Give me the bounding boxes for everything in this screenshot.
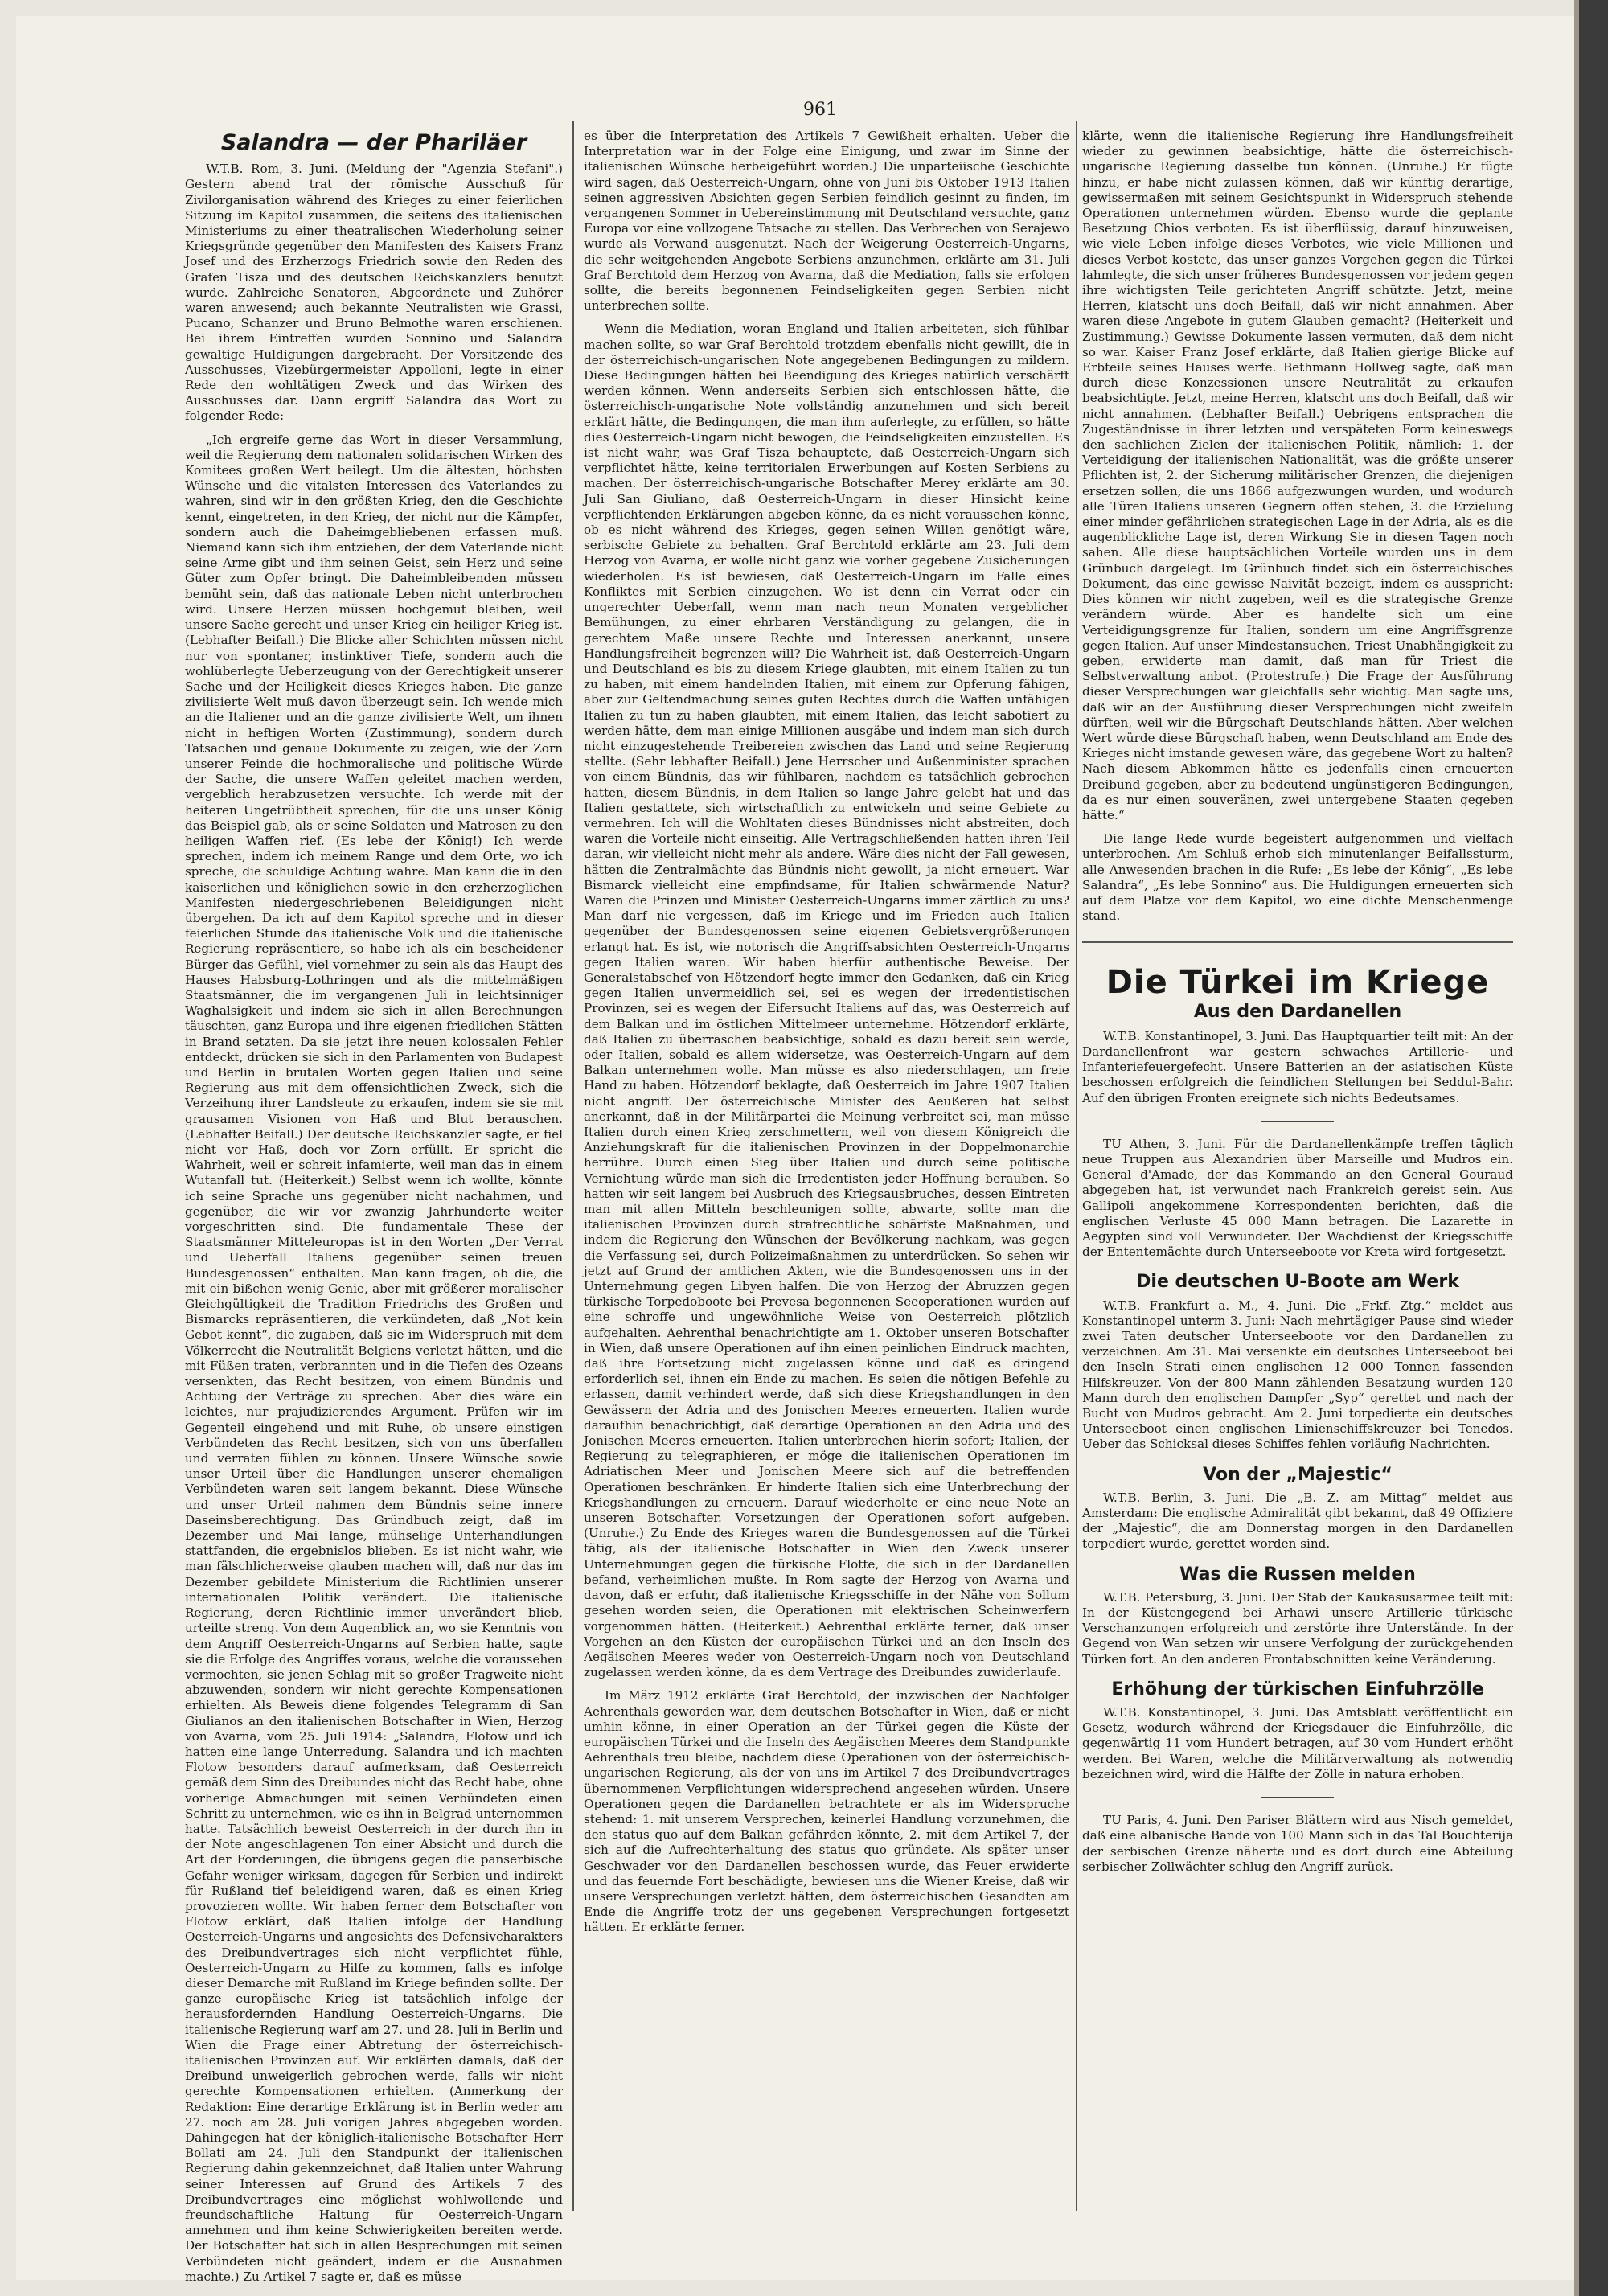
column-2 [584, 129, 1069, 2219]
speech-continued-1: es über die Interpretation des Artikels 7 Gewißheit erhalten. Ueber die Interpretation war in der Folge eine Einigung, und zwar im Sinne der italienischen Wünsche herbeigeführt worden.) Die unparteiische Geschichte wird sagen, daß Oesterreich-Ungarn, ohne von Juni bis Oktober 1913 Italien seinen aggressiven Absichten gegen Serbien feindlich gesinnt zu finden, im vergangenen Sommer in Uebereinstimmung mit Deutschland versuchte, ganz Europa vor eine vollzogene Tatsache zu stellen. Das Verbrechen von Serajewo wurde als Vorwand ausgenutzt. Nach der Weigerung Oesterreich-Ungarns, die sehr weitgehenden Angebote Serbiens anzunehmen, erklärte am 31. Juli Graf Berchtold dem Herzog von Avarna, daß die Mediation, falls sie erfolgen sollte, die bereits begonnenen Feindseligkeiten gegen Serbien nicht unterbrechen sollte. [584, 129, 1069, 314]
news-paris: TU Paris, 4. Juni. Den Pariser Blättern wird aus Nisch gemeldet, daß eine albanische Bande von 100 Mann sich in das Tal Bouchterija der serbischen Grenze näherte und es dort durch eine Abteilung serbischer Zollwächter schlug den Angriff zurück. [1082, 1813, 1513, 1874]
subhead-majestic: Von der „Majestic“ [1203, 1464, 1393, 1485]
column-rule [1076, 121, 1077, 2211]
column-3 [1082, 129, 1513, 2219]
binding-edge [1579, 0, 1608, 2296]
article-title-salandra: Salandra — der Phariläer [220, 130, 527, 155]
news-zoelle: W.T.B. Konstantinopel, 3. Juni. Das Amtsblatt veröffentlicht ein Gesetz, wodurch während der Kriegsdauer die Einfuhrzölle, die gegenwärtig 11 vom Hundert betragen, auf 30 vom Hundert erhöht werden. Bei Waren, welche die Militärverwaltung als notwendig bezeichnen wird, wird die Hälfte der Zölle in natura erhoben. [1082, 1705, 1513, 1781]
news-uboote: W.T.B. Frankfurt a. M., 4. Juni. Die „Frkf. Ztg.“ meldet aus Konstantinopel unterm 3. Juni: Nach mehrtägiger Pause sind wieder zwei Taten deutscher Unterseeboote vor den Dardanellen zu verzeichnen. Am 31. Mai versenkte ein deutsches Unterseeboot bei den Inseln Strati einen englischen 12 000 Tonnen fassenden Hilfskreuzer. Von der 800 Mann zählenden Besatzung wurden 120 Mann durch den englischen Dampfer „Syp“ gerettet und nach der Bucht von Mudros gebracht. Am 2. Juni torpedierte ein deutsches Unterseeboot einen englischen Linienschiffskreuzer bei Tenedos. Ueber das Schicksal dieses Schiffes fehlen vorläufig Nachrichten. [1082, 1298, 1513, 1452]
page-number: 961 [803, 100, 837, 120]
subhead-dardanellen: Aus den Dardanellen [1193, 1001, 1402, 1022]
news-dardanellen: W.T.B. Konstantinopel, 3. Juni. Das Hauptquartier teilt mit: An der Dardanellenfront war gestern schwaches Artillerie- und Infanteriefeuergefecht. Unsere Batterien an der asiatischen Küste beschossen erfolgreich die feindlichen Stellungen bei Seddul-Bahr. Auf den übrigen Fronten ereignete sich nichts Bedeutsames. [1082, 1028, 1513, 1105]
article-dateline: W.T.B. Rom, 3. Juni. (Meldung der "Agenzia Stefani".) Gestern abend trat der römische Ausschuß für Zivilorganisation während des Krieges zu einer feierlichen Sitzung im Kapitol zusammen, die seitens des italienischen Ministeriums zu einer theatralischen Wiederholung seiner Kriegsgründe gegenüber den Manifesten des Kaisers Franz Josef und des Erzherzogs Friedrich sowie den Reden des Grafen Tisza und des deutschen Reichskanzlers benutzt wurde. Zahlreiche Senatoren, Abgeordnete und Zuhörer waren anwesend; auch bekannte Neutralisten wie Grassi, Pucano, Schanzer und Bruno Belmothe waren erschienen. Bei ihrem Eintreffen wurden Sonnino und Salandra gewaltige Huldigungen dargebracht. Der Vorsitzende des Ausschusses, Vizebürgermeister Appolloni, legte in einer Rede den wohltätigen Zweck und das Wirken des Ausschusses dar. Dann ergriff Salandra das Wort zu folgender Rede: [185, 162, 563, 424]
subhead-russen: Was die Russen melden [1179, 1564, 1416, 1585]
section-divider [1082, 941, 1513, 943]
column-1 [185, 129, 563, 2284]
news-athen: TU Athen, 3. Juni. Für die Dardanellenkämpfe treffen täglich neue Truppen aus Alexandrien über Marseille und Mudros ein. General d'Amade, der das Kommando an den General Gouraud abgegeben hat, ist verwundet nach Frankreich gereist sein. Aus Gallipoli angekommene Korrespondenten berichten, daß die englischen Verluste 45 000 Mann betragen. Die Lazarette in Aegypten sind voll Verwundeter. Der Wachdienst der Kriegsschiffe der Ententemächte durch Unterseeboote vor Kreta wird fortgesetzt. [1082, 1136, 1513, 1260]
speech-continued-2: Wenn die Mediation, woran England und Italien arbeiteten, sich fühlbar machen sollte, so war Graf Berchtold trotzdem ebenfalls nicht gewillt, die in der österreichisch-ungarischen Note angegebenen Bedingungen zu mildern. Diese Bedingungen hätten bei Beendigung des Krieges natürlich verschärft werden können. Wenn anderseits Serbien sich entschlossen hätte, die österreichisch-ungarische Note vollständig anzunehmen und sich bereit erklärt hätte, die Bedingungen, die man ihm auferlegte, zu erfüllen, so hätte dies Oesterreich-Ungarn nicht bewogen, die Feindseligkeiten einzustellen. Es ist nicht wahr, was Graf Tisza behauptete, daß Oesterreich-Ungarn sich verpflichtet hätte, keine territorialen Erwerbungen auf Kosten Serbiens zu machen. Der österreichisch-ungarische Botschafter Merey erklärte am 30. Juli San Giuliano, daß Oesterreich-Ungarn in dieser Hinsicht keine verpflichtenden Erklärungen abgeben könne, da es nicht voraussehen könne, ob es nicht während des Krieges, gegen seinen Willen genötigt wäre, serbische Gebiete zu behalten. Graf Berchtold erklärte am 23. Juli dem Herzog von Avarna, er wolle nicht ganz wie vorher gegebene Zusicherungen wiederholen. Es ist bewiesen, daß Oesterreich-Ungarn im Falle eines Konfliktes mit Serbien einzugehen. Wo ist denn ein Verrat oder ein ungerechter Ueberfall, wenn man nach neun Monaten vergeblicher Bemühungen, zu einer ehrbaren Verständigung zu gelangen, die in gerechtem Maße unsere Rechte und Interessen anerkannt, unsere Handlungsfreiheit begrenzen will? Die Wahrheit ist, daß Oesterreich-Ungarn und Deutschland es bis zu diesem Kriege glaubten, mit einem Italien zu tun zu haben, mit einem handelnden Italien, mit einem zur Opferung fähigen, aber zur Geltendmachung seines guten Rechtes durch die Waffen unfähigen Italien zu tun zu haben glaubten, mit einem Italien, das leicht sabotiert zu werden hätte, dem man einige Millionen ausgäbe und indem man sich durch nicht einzugestehende Treibereien zwischen das Land und seine Regierung stellte. (Sehr lebhafter Beifall.) Jene Herrscher und Außenminister sprachen von einem Bündnis, das wir fühlbaren, nachdem es tatsächlich gebrochen hatten, diesem Bündnis, in dem Italien so lange Jahre gelebt hat und das Italien gestattete, sich wirtschaftlich zu entwickeln und seine Gebiete zu vermehren. Ich will die Wohltaten dieses Bündnisses nicht abstreiten, doch waren die Vorteile nicht einseitig. Alle Vertragschließenden hatten ihren Teil daran, wir vielleicht nicht mehr als andere. Wäre dies nicht der Fall gewesen, hätten die Zentralmächte das Bündnis nicht gewollt, ja nicht erneuert. War Bismarck vielleicht eine empfindsame, für Italien schwärmende Natur? Waren die Prinzen und Minister Oesterreich-Ungarns immer zärtlich zu uns? Man darf nie vergessen, daß im Kriege und im Frieden auch Italien gegenüber der Bundesgenossen seine eigenen Gebietsvergrößerungen erlangt hat. Es ist, wie notorisch die Angriffsabsichten Oesterreich-Ungarns gegen Italien waren. Wir haben hierfür authentische Beweise. Der Generalstabschef von Hötzendorf hegte immer den Gedanken, daß ein Krieg gegen Italien unvermeidlich sei, sei es wegen der irredentistischen Provinzen, sei es wegen der Eifersucht Italiens auf das, was Oesterreich auf dem Balkan und im östlichen Mittelmeer unternehme. Hötzendorf erklärte, daß Italien zu überraschen beabsichtige, sobald es dazu bereit sein werde, oder Italien, sobald es allem widersetze, was Oesterreich-Ungarn auf dem Balkan unternehmen wolle. Man müsse es also niederschlagen, um freie Hand zu haben. Hötzendorf beklagte, daß Oesterreich im Jahre 1907 Italien nicht angriff. Der österreichische Minister des Aeußeren hat selbst anerkannt, daß in der Militärpartei die Meinung verbreitet sei, man müsse Italien durch einen Krieg zerschmettern, weil von diesem Königreich die Anziehungskraft für die italienischen Provinzen in der Doppelmonarchie herrühre. Durch einen Sieg über Italien und durch seine politische Vernichtung würde man sich die Irredentisten jeder Hoffnung berauben. So hatten wir seit langem bei Ausbruch des Kriegsausbruches, dessen Eintreten man mit allen Mitteln beschleunigen sollte, abwarte, sollte man die italienischen Provinzen durch strafrechtliche schärfste Maßnahmen, und indem die Regierung den Wünschen der Bevölkerung nachkam, was gegen die Verfassung sei, durch Polizeimaßnahmen zu unterdrücken. So sehen wir jetzt auf Grund der amtlichen Akten, wie die Bundesgenossen uns in der Unternehmung gegen Libyen halfen. Die von Herzog der Abruzzen gegen türkische Torpedoboote bei Prevesa begonnenen Seeoperationen wurden auf eine schroffe und ungewöhnliche Weise von Oesterreich plötzlich aufgehalten. Aehrenthal benachrichtigte am 1. Oktober unseren Botschafter in Wien, daß unsere Operationen auf ihn einen peinlichen Eindruck machten, daß ihre Fortsetzung nicht zugelassen könne und daß es dringend erforderlich sei, ihnen ein Ende zu machen. Es seien die nötigen Befehle zu erlassen, damit verhindert werde, daß sich diese Kriegshandlungen in den Gewässern der Adria und des Jonischen Meeres erneuerten. Italien wurde daraufhin benachrichtigt, daß derartige Operationen an den Adria und des Jonischen Meeres erneuerten. Italien unterbrechen hierin sofort; Italien, der Regierung zu telegraphieren, er möge die italienischen Operationen im Adriatischen Meer und Jonischen Meere sich auf die betreffenden Operationen beschränken. Er hinderte Italien sich eine Unterbrechung der Kriegshandlungen zu erneuern. Darauf wiederholte er eine neue Note an unseren Botschafter. Vorsetzungen der Operationen sofort aufgeben. (Unruhe.) Zu Ende des Krieges waren die Bundesgenossen auf die Türkei tätig, als der italienische Botschafter in Wien den Zweck unserer Unternehmungen gegen die türkische Flotte, die sich in der Dardanellen befand, verheimlichen mußte. In Rom sagte der Herzog von Avarna und davon, daß er erfuhr, daß italienische Kriegsschiffe in der Nähe von Sollum gesehen worden seien, die Operationen mit elektrischen Scheinwerfern vorgenommen hätten. (Heiterkeit.) Aehrenthal erklärte ferner, daß unser Vorgehen an den Küsten der europäischen Türkei und an den Inseln des Aegäischen Meeres weder von Oesterreich-Ungarn noch von Deutschland zugelassen werden könne, da es dem Vertrage des Dreibundes zuwiderlaufe. [584, 322, 1069, 1680]
short-divider [1261, 1121, 1334, 1122]
news-russen: W.T.B. Petersburg, 3. Juni. Der Stab der Kaukasusarmee teilt mit: In der Küstengegend bei Arhawi unsere Artillerie türkische Verschanzungen erfolgreich und zerstörte ihre Unterstände. In der Gegend von Wan setzen wir unsere Verfolgung der zurückgehenden Türken fort. An den anderen Frontabschnitten keine Veränderung. [1082, 1589, 1513, 1667]
short-divider [1261, 1797, 1334, 1798]
speech-continued-4: klärte, wenn die italienische Regierung ihre Handlungsfreiheit wieder zu gewinnen beabsichtige, hätte die österreichisch-ungarische Regierung dasselbe tun können. (Unruhe.) Er fügte hinzu, er habe nicht zulassen können, daß wir künftig derartige, gewissermaßen mit seinem Gesichtspunkt in Widerspruch stehende Operationen unternehmen würden. Ebenso wurde die geplante Besetzung Chios verboten. Es ist überflüssig, darauf hinzuweisen, wie viele Leben infolge dieses Verbotes, wie viele Millionen und dieses Verbot kostete, das unser ganzes Vorgehen gegen die Türkei lahmlegte, die sich unser früheres Bundesgenossen vor jedem gegen ihre wichtigsten Teile gerichteten Angriff schützte. Jetzt, meine Herren, klatscht uns doch Beifall, daß wir nicht annahmen. Aber waren diese Angebote in gutem Glauben gemacht? (Heiterkeit und Zustimmung.) Gewisse Dokumente lassen vermuten, daß dem nicht so war. Kaiser Franz Josef erklärte, daß Italien gierige Blicke auf Erbteile seines Hauses werfe. Bethmann Hollweg sagte, daß man durch diese Konzessionen unsere Neutralität zu erkaufen beabsichtigte. Jetzt, meine Herren, klatscht uns doch Beifall, daß wir nicht annahmen. (Lebhafter Beifall.) Uebrigens entsprachen die Zugeständnisse in ihrer letzten und verspäteten Form keineswegs den sachlichen Zielen der italienischen Politik, nämlich: 1. der Verteidigung der italienischen Nationalität, was die größte unserer Pflichten ist, 2. der Sicherung militärischer Grenzen, die diejenigen ersetzen sollen, die uns 1866 aufgezwungen wurden, und wodurch alle Türen Italiens unseren Gegnern offen stehen, 3. die Erzielung einer minder gefährlichen strategischen Lage in der Adria, als es die augenblickliche Lage ist, deren Wirkung Sie in diesen Tagen noch sahen. Alle diese hauptsächlichen Vorteile wurden uns in dem Grünbuch dargelegt. Im Grünbuch findet sich ein österreichisches Dokument, das eine gewisse Naivität bezeigt, indem es ausspricht: Dies können wir nicht zugeben, weil es die strategische Grenze verändern würde. Aber es handelte sich um eine Verteidigungsgrenze für Italien, sondern um eine Angriffsgrenze gegen Italien. Auf unser Mindestansuchen, Triest Unabhängigkeit zu geben, erwiderte man damit, daß man für Triest die Selbstverwaltung anbot. (Protestrufe.) Die Frage der Ausführung dieser Versprechungen war gleichfalls sehr wichtig. Man sagte uns, daß wir an der Ausführung dieser Versprechungen nicht zweifeln dürften, weil wir die Bürgschaft Deutschlands hätten. Aber welchen Wert würde diese Bürgschaft haben, wenn Deutschland am Ende des Krieges nicht imstande gewesen wäre, das gegebene Wort zu halten? Nach diesem Abkommen hätte es jedenfalls einen erneuerten Dreibund gegeben, aber zu bedeutend ungünstigeren Bedingungen, da es nur einen souveränen, zwei untergebene Staaten gegeben hätte.“ [1082, 129, 1513, 822]
speech-continued-3: Im März 1912 erklärte Graf Berchtold, der inzwischen der Nachfolger Aehrenthals geworden war, dem deutschen Botschafter in Wien, daß er nicht umhin könne, in einer Operation an der Türkei gegen die Küste der europäischen Türkei und die Inseln des Aegäischen Meeres dem Standpunkte Aehrenthals treu bleibe, nachdem diese Operationen von der österreichisch-ungarischen Regierung, als der von uns im Artikel 7 des Dreibundvertrages übernommenen Verpflichtungen widersprechend angesehen würden. Unsere Operationen gegen die Dardanellen betrachtete er als im Widerspruche stehend: 1. mit unserem Versprechen, keinerlei Handlung vorzunehmen, die den status quo auf dem Balkan gefährden könnte, 2. mit dem Artikel 7, der sich auf die Aufrechterhaltung des status quo gründete. Als später unser Geschwader vor den Dardanellen beschossen wurde, das Feuer erwiderte und das feuernde Fort beschädigte, bewiesen uns die Wiener Kreise, daß wir unsere Versprechungen verletzt hätten, dem österreichischen Gesandten am Ende die Angriffe trotz der uns gegebenen Versprechungen fortgesetzt hätten. Er erklärte ferner. [584, 1688, 1069, 1935]
speech-reception: Die lange Rede wurde begeistert aufgenommen und vielfach unterbrochen. Am Schluß erhob sich minutenlanger Beifallssturm, alle Anwesenden brachen in die Rufe: „Es lebe der König“, „Es lebe Salandra“, „Es lebe Sonnino“ aus. Die Huldigungen erneuerten sich auf dem Platze vor dem Kapitol, wo eine dichte Menschenmenge stand. [1082, 831, 1513, 924]
speech-text: „Ich ergreife gerne das Wort in dieser Versammlung, weil die Regierung dem nationalen solidarischen Wirken des Komitees großen Wert beilegt. Um die ältesten, höchsten Wünsche und die vitalsten Interessen des Vaterlandes zu wahren, sind wir in den größten Krieg, den die Geschichte kennt, eingetreten, in den Krieg, der nicht nur die Kämpfer, sondern auch die Daheimgebliebenen erfassen muß. Niemand kann sich ihm entziehen, der dem Vaterlande nicht seine Arme gibt und ihm seinen Geist, sein Herz und seine Güter zum Opfer bringt. Die Daheimbleibenden müssen bemüht sein, daß das nationale Leben nicht unterbrochen wird. Unsere Herzen müssen hochgemut bleiben, weil unsere Sache gerecht und unser Krieg ein heiliger Krieg ist. (Lebhafter Beifall.) Die Blicke aller Schichten müssen nicht nur von spontaner, instinktiver Tiefe, sondern auch die wohlüberlegte Ueberzeugung von der Gerechtigkeit unserer Sache und der Heiligkeit dieses Krieges haben. Die ganze zivilisierte Welt muß davon überzeugt sein. Ich wende mich an die Italiener und an die ganze zivilisierte Welt, um ihnen nicht in heftigen Worten (Zustimmung), sondern durch Tatsachen und genaue Dokumente zu zeigen, wie der Zorn unserer Feinde die hochmoralische und politische Würde der Sache, die unsere Waffen geleitet machen werden, vergeblich herabzusetzen versuchte. Ich werde mit der heiteren Ungetrübtheit sprechen, für die uns unser König das Beispiel gab, als er seine Soldaten und Matrosen zu den heiligen Waffen rief. (Es lebe der König!) Ich werde sprechen, indem ich meinem Range und dem Orte, wo ich spreche, die schuldige Achtung wahre. Man kann die in den kaiserlichen und königlichen sowie in den erzherzoglichen Manifesten niedergeschriebenen Beleidigungen nicht übergehen. Da ich auf dem Kapitol spreche und in dieser feierlichen Stunde das italienische Volk und die italienische Regierung repräsentiere, so habe ich als ein bescheidener Bürger das Gefühl, viel vornehmer zu sein als das Haupt des Hauses Habsburg-Lothringen und als die mittelmäßigen Staatsmänner, die im vergangenen Juli in leichtsinniger Waghalsigkeit und indem sie sich in allen Berechnungen täuschten, ganz Europa und ihre eigenen friedlichen Stätten in Brand setzten. Da sie jetzt ihre neuen kolossalen Fehler entdeckt, drücken sie sich in den Parlamenten von Budapest und Berlin in brutalen Worten gegen Italien und seine Regierung aus mit dem offensichtlichen Zweck, sich die Verzeihung ihrer Landsleute zu erkaufen, indem sie sie mit grausamen Visionen von Haß und Blut berauschen. (Lebhafter Beifall.) Der deutsche Reichskanzler sagte, er fiel nicht vor Haß, doch vor Zorn erfüllt. Er spricht die Wahrheit, weil er schreit infamierte, weil man das in einem Wutanfall tut. (Heiterkeit.) Selbst wenn ich wollte, könnte ich seine Sprache uns gegenüber nicht nachahmen, und gegenüber, die wir vor zwanzig Jahrhunderte weiter vorgeschritten sind. Die fundamentale These der Staatsmänner Mitteleuropas ist in den Worten „Der Verrat und Ueberfall Italiens gegenüber seinen treuen Bundesgenossen“ enthalten. Man kann fragen, ob die, die mit ein bißchen wenig Genie, aber mit größerer moralischer Gleichgültigkeit die Tradition Friedrichs des Großen und Bismarcks repräsentieren, die verkündeten, daß „Not kein Gebot kennt“, die zugaben, daß sie im Widerspruch mit dem Völkerrecht die Neutralität Belgiens verletzt hätten, und die mit Füßen traten, verbrannten und in die Tiefen des Ozeans versenkten, das Recht besitzen, von einem Bündnis und Achtung der Verträge zu sprechen. Aber dies wäre ein leichtes, nur prajudizierendes Argument. Prüfen wir im Gegenteil eingehend und mit Ruhe, ob unsere einstigen Verbündeten das Recht besitzen, sich von uns überfallen und verraten fühlen zu können. Unsere Wünsche sowie unser Urteil über die Handlungen unserer ehemaligen Verbündeten waren seit langem bekannt. Diese Wünsche und unser Urteil nahmen dem Bündnis seine innere Daseinsberechtigung. Das Gründbuch zeigt, daß im Dezember und Mai lange, mühselige Unterhandlungen stattfanden, die ergebnislos blieben. Es ist nicht wahr, wie man fälschlicherweise glauben machen will, daß nur das im Dezember gebildete Ministerium die Richtlinien unserer internationalen Politik verändert. Die italienische Regierung, deren Richtlinie immer unverändert blieb, urteilte streng. Von dem Augenblick an, wo sie Kenntnis von dem Angriff Oesterreich-Ungarns auf Serbien hatte, sagte sie die Erfolge des Angriffes voraus, welche die voraussehen vermochten, sie jenen Schlag mit so großer Tragweite nicht abzuwenden, sondern wir nicht gerechte Kompensationen erhielten. Als Beweis diene folgendes Telegramm di San Giulianos an den italienischen Botschafter in Wien, Herzog von Avarna, vom 25. Juli 1914: „Salandra, Flotow und ich hatten eine lange Unterredung. Salandra und ich machten Flotow besonders darauf aufmerksam, daß Oesterreich gemäß dem Sinn des Dreibundes nicht das Recht habe, ohne vorherige Abmachungen mit seinen Verbündeten einen Schritt zu unternehmen, wie es ihn in Belgrad unternommen hatte. Tatsächlich beweist Oesterreich in der durch ihn in der Note angeschlagenen Ton einer Absicht und durch die Art der Forderungen, die übrigens gegen die panserbische Gefahr weniger wirksam, dagegen für Serbien und indirekt für Rußland tief beleidigend waren, daß es einen Krieg provozieren wollte. Wir haben ferner dem Botschafter von Flotow erklärt, daß Italien infolge der Handlung Oesterreich-Ungarns und angesichts des Defensivcharakters des Dreibundvertrages sich nicht verpflichtet fühle, Oesterreich-Ungarn zu Hilfe zu kommen, falls es infolge dieser Demarche mit Rußland im Kriege befinden sollte. Der ganze europäische Krieg ist tatsächlich infolge der herausfordernden Handlung Oesterreich-Ungarns. Die italienische Regierung warf am 27. und 28. Juli in Berlin und Wien die Frage einer Abtretung der österreichisch-italienischen Provinzen auf. Wir erklärten damals, daß der Dreibund unweigerlich gebrochen werde, falls wir nicht gerechte Kompensationen erhielten. (Anmerkung der Redaktion: Eine derartige Erklärung ist in Berlin weder am 27. noch am 28. Juli vorigen Jahres abgegeben worden. Dahingegen hat der königlich-italienische Botschafter Herr Bollati am 24. Juli den Standpunkt der italienischen Regierung dahin gekennzeichnet, daß Italien unter Wahrung seiner Interessen auf Grund des Artikels 7 des Dreibundvertrages eine möglichst wohlwollende und freundschaftliche Haltung für Oesterreich-Ungarn annehmen und ihm keine Schwierigkeiten bereiten werde. Der Botschafter hat sich in allen Besprechungen mit seinen Verbündeten nicht geändert, indem er die Ausnahmen machte.) Zu Artikel 7 sagte er, daß es müsse [185, 432, 563, 2284]
column-rule [572, 121, 574, 2211]
subhead-zoelle: Erhöhung der türkischen Einfuhrzölle [1111, 1679, 1484, 1699]
subhead-uboote: Die deutschen U-Boote am Werk [1136, 1272, 1459, 1293]
section-title-turkei: Die Türkei im Kriege [1106, 964, 1490, 1002]
news-majestic: W.T.B. Berlin, 3. Juni. Die „B. Z. am Mittag“ meldet aus Amsterdam: Die englische Admiralität gibt bekannt, daß 49 Offiziere der „Majestic“, die am Donnerstag morgen in den Dardanellen torpediert wurde, gerettet worden sind. [1082, 1490, 1513, 1552]
newspaper-page [16, 16, 1576, 2284]
